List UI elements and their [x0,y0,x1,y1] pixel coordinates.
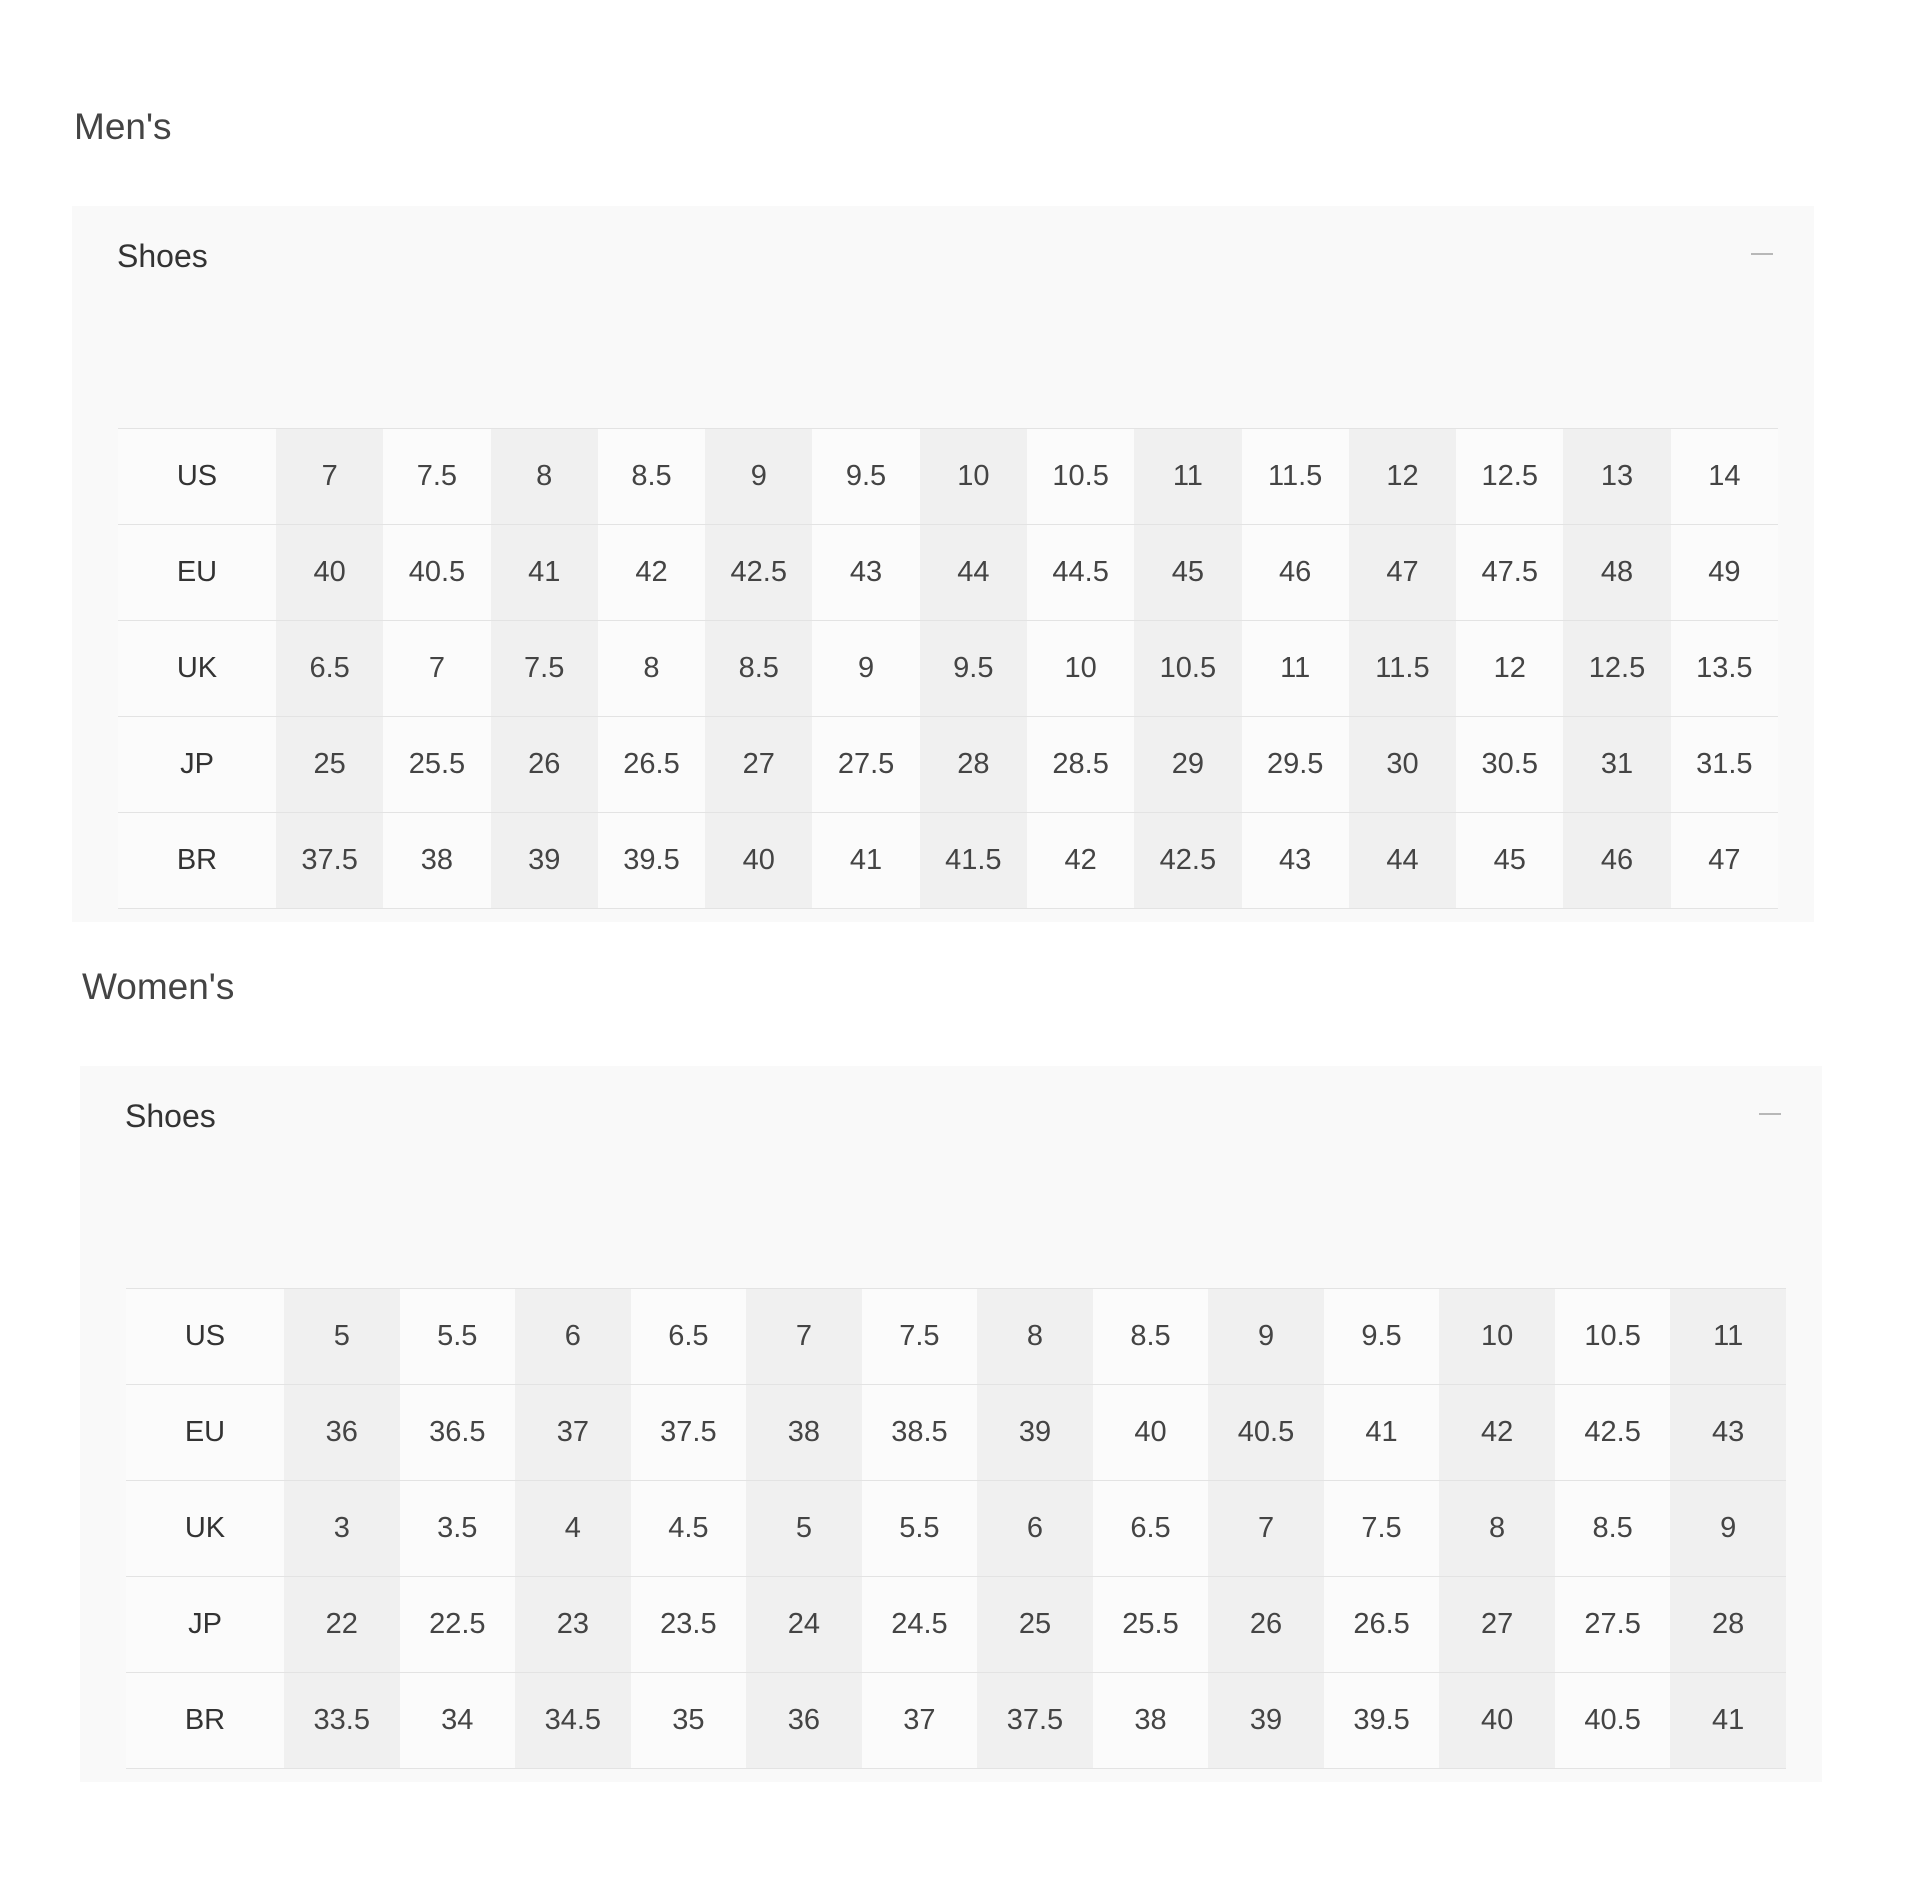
size-cell: 49 [1671,525,1778,621]
row-label: US [118,429,276,525]
size-cell: 8 [598,621,705,717]
size-cell: 47 [1671,813,1778,909]
size-cell: 8 [977,1289,1093,1385]
size-cell: 31 [1563,717,1670,813]
size-cell: 41.5 [920,813,1027,909]
size-cell: 47 [1349,525,1456,621]
size-cell: 8.5 [1093,1289,1209,1385]
size-cell: 5.5 [862,1481,978,1577]
size-cell: 41 [1324,1385,1440,1481]
size-cell: 31.5 [1671,717,1778,813]
size-cell: 10.5 [1134,621,1241,717]
womens-size-table [126,1288,1786,1769]
size-cell: 45 [1456,813,1563,909]
size-cell: 11 [1134,429,1241,525]
size-cell: 44.5 [1027,525,1134,621]
row-label: US [126,1289,284,1385]
size-row-eu [126,1385,1786,1481]
mens-shoes-panel-label: Shoes [117,238,208,274]
mens-shoes-panel [72,206,1814,922]
size-cell: 33.5 [284,1673,400,1769]
size-cell: 27 [705,717,812,813]
size-cell: 9 [705,429,812,525]
size-cell: 7.5 [491,621,598,717]
size-row-br [118,813,1778,909]
size-cell: 41 [491,525,598,621]
size-cell: 27.5 [1555,1577,1671,1673]
size-cell: 26 [491,717,598,813]
size-cell: 9.5 [920,621,1027,717]
size-cell: 13 [1563,429,1670,525]
size-cell: 45 [1134,525,1241,621]
size-cell: 24.5 [862,1577,978,1673]
size-row-eu [118,525,1778,621]
mens-shoes-panel-header[interactable] [72,206,1814,316]
size-cell: 6 [515,1289,631,1385]
size-cell: 42 [1439,1385,1555,1481]
size-cell: 10 [1027,621,1134,717]
size-cell: 40 [1093,1385,1209,1481]
mens-size-table [118,428,1778,909]
size-cell: 46 [1563,813,1670,909]
size-cell: 9 [1208,1289,1324,1385]
size-cell: 7.5 [1324,1481,1440,1577]
size-cell: 25.5 [383,717,490,813]
size-cell: 25.5 [1093,1577,1209,1673]
size-cell: 28 [920,717,1027,813]
size-cell: 13.5 [1671,621,1778,717]
row-label: UK [118,621,276,717]
row-label: EU [126,1385,284,1481]
size-cell: 28.5 [1027,717,1134,813]
minus-icon [1759,1113,1781,1115]
size-cell: 6.5 [631,1289,747,1385]
size-cell: 30 [1349,717,1456,813]
size-cell: 37.5 [977,1673,1093,1769]
size-cell: 40.5 [1555,1673,1671,1769]
size-cell: 30.5 [1456,717,1563,813]
size-row-br [126,1673,1786,1769]
size-cell: 10 [920,429,1027,525]
size-cell: 42.5 [1134,813,1241,909]
size-cell: 11 [1670,1289,1786,1385]
size-cell: 39 [977,1385,1093,1481]
size-cell: 37.5 [631,1385,747,1481]
size-cell: 46 [1242,525,1349,621]
size-cell: 42 [1027,813,1134,909]
size-cell: 36.5 [400,1385,516,1481]
size-cell: 43 [812,525,919,621]
row-label: JP [126,1577,284,1673]
size-cell: 29.5 [1242,717,1349,813]
size-cell: 7.5 [383,429,490,525]
size-row-us [126,1289,1786,1385]
size-cell: 26 [1208,1577,1324,1673]
womens-shoes-panel-header[interactable] [80,1066,1822,1176]
size-cell: 39.5 [598,813,705,909]
size-cell: 23 [515,1577,631,1673]
size-cell: 11.5 [1242,429,1349,525]
womens-shoes-panel [80,1066,1822,1782]
size-cell: 8 [1439,1481,1555,1577]
size-cell: 9 [812,621,919,717]
size-cell: 34.5 [515,1673,631,1769]
size-cell: 39 [491,813,598,909]
size-cell: 38.5 [862,1385,978,1481]
size-row-jp [118,717,1778,813]
size-cell: 43 [1242,813,1349,909]
size-cell: 8.5 [598,429,705,525]
size-row-us [118,429,1778,525]
size-cell: 35 [631,1673,747,1769]
size-cell: 6.5 [276,621,383,717]
womens-section-title: Women's [82,966,235,1007]
size-cell: 44 [1349,813,1456,909]
size-cell: 12.5 [1456,429,1563,525]
mens-collapse-button[interactable] [1748,244,1776,264]
size-cell: 9.5 [812,429,919,525]
size-cell: 22 [284,1577,400,1673]
size-cell: 6.5 [1093,1481,1209,1577]
size-cell: 10.5 [1027,429,1134,525]
size-cell: 42 [598,525,705,621]
size-cell: 14 [1671,429,1778,525]
minus-icon [1751,253,1773,255]
size-cell: 43 [1670,1385,1786,1481]
size-cell: 37 [515,1385,631,1481]
size-cell: 4.5 [631,1481,747,1577]
size-cell: 37.5 [276,813,383,909]
size-cell: 9.5 [1324,1289,1440,1385]
size-cell: 7 [746,1289,862,1385]
size-cell: 12 [1349,429,1456,525]
size-cell: 36 [746,1673,862,1769]
size-cell: 38 [1093,1673,1209,1769]
size-cell: 27.5 [812,717,919,813]
row-label: BR [118,813,276,909]
size-cell: 3.5 [400,1481,516,1577]
size-cell: 6 [977,1481,1093,1577]
size-cell: 40 [276,525,383,621]
size-cell: 4 [515,1481,631,1577]
size-cell: 40 [1439,1673,1555,1769]
row-label: UK [126,1481,284,1577]
size-cell: 42.5 [1555,1385,1671,1481]
size-cell: 28 [1670,1577,1786,1673]
size-cell: 7 [276,429,383,525]
size-cell: 5.5 [400,1289,516,1385]
size-cell: 41 [812,813,919,909]
size-cell: 29 [1134,717,1241,813]
size-cell: 10.5 [1555,1289,1671,1385]
size-cell: 48 [1563,525,1670,621]
size-cell: 11.5 [1349,621,1456,717]
size-cell: 8.5 [1555,1481,1671,1577]
size-cell: 7.5 [862,1289,978,1385]
mens-section-title: Men's [74,106,172,147]
size-cell: 40 [705,813,812,909]
size-cell: 5 [746,1481,862,1577]
size-cell: 10 [1439,1289,1555,1385]
size-cell: 37 [862,1673,978,1769]
size-cell: 7 [383,621,490,717]
size-cell: 23.5 [631,1577,747,1673]
size-row-uk [118,621,1778,717]
row-label: BR [126,1673,284,1769]
size-cell: 26.5 [598,717,705,813]
womens-collapse-button[interactable] [1756,1104,1784,1124]
size-cell: 11 [1242,621,1349,717]
size-cell: 22.5 [400,1577,516,1673]
size-cell: 34 [400,1673,516,1769]
size-row-jp [126,1577,1786,1673]
size-cell: 8.5 [705,621,812,717]
size-cell: 36 [284,1385,400,1481]
size-cell: 24 [746,1577,862,1673]
size-cell: 26.5 [1324,1577,1440,1673]
size-cell: 3 [284,1481,400,1577]
size-cell: 47.5 [1456,525,1563,621]
size-cell: 25 [977,1577,1093,1673]
size-cell: 39 [1208,1673,1324,1769]
size-cell: 40.5 [1208,1385,1324,1481]
size-cell: 38 [383,813,490,909]
size-cell: 9 [1670,1481,1786,1577]
size-cell: 41 [1670,1673,1786,1769]
size-cell: 12.5 [1563,621,1670,717]
size-cell: 8 [491,429,598,525]
row-label: EU [118,525,276,621]
size-cell: 5 [284,1289,400,1385]
size-cell: 12 [1456,621,1563,717]
size-cell: 27 [1439,1577,1555,1673]
size-cell: 39.5 [1324,1673,1440,1769]
size-cell: 38 [746,1385,862,1481]
size-cell: 40.5 [383,525,490,621]
row-label: JP [118,717,276,813]
size-cell: 25 [276,717,383,813]
size-cell: 42.5 [705,525,812,621]
size-row-uk [126,1481,1786,1577]
size-cell: 44 [920,525,1027,621]
womens-shoes-panel-label: Shoes [125,1098,216,1134]
size-cell: 7 [1208,1481,1324,1577]
